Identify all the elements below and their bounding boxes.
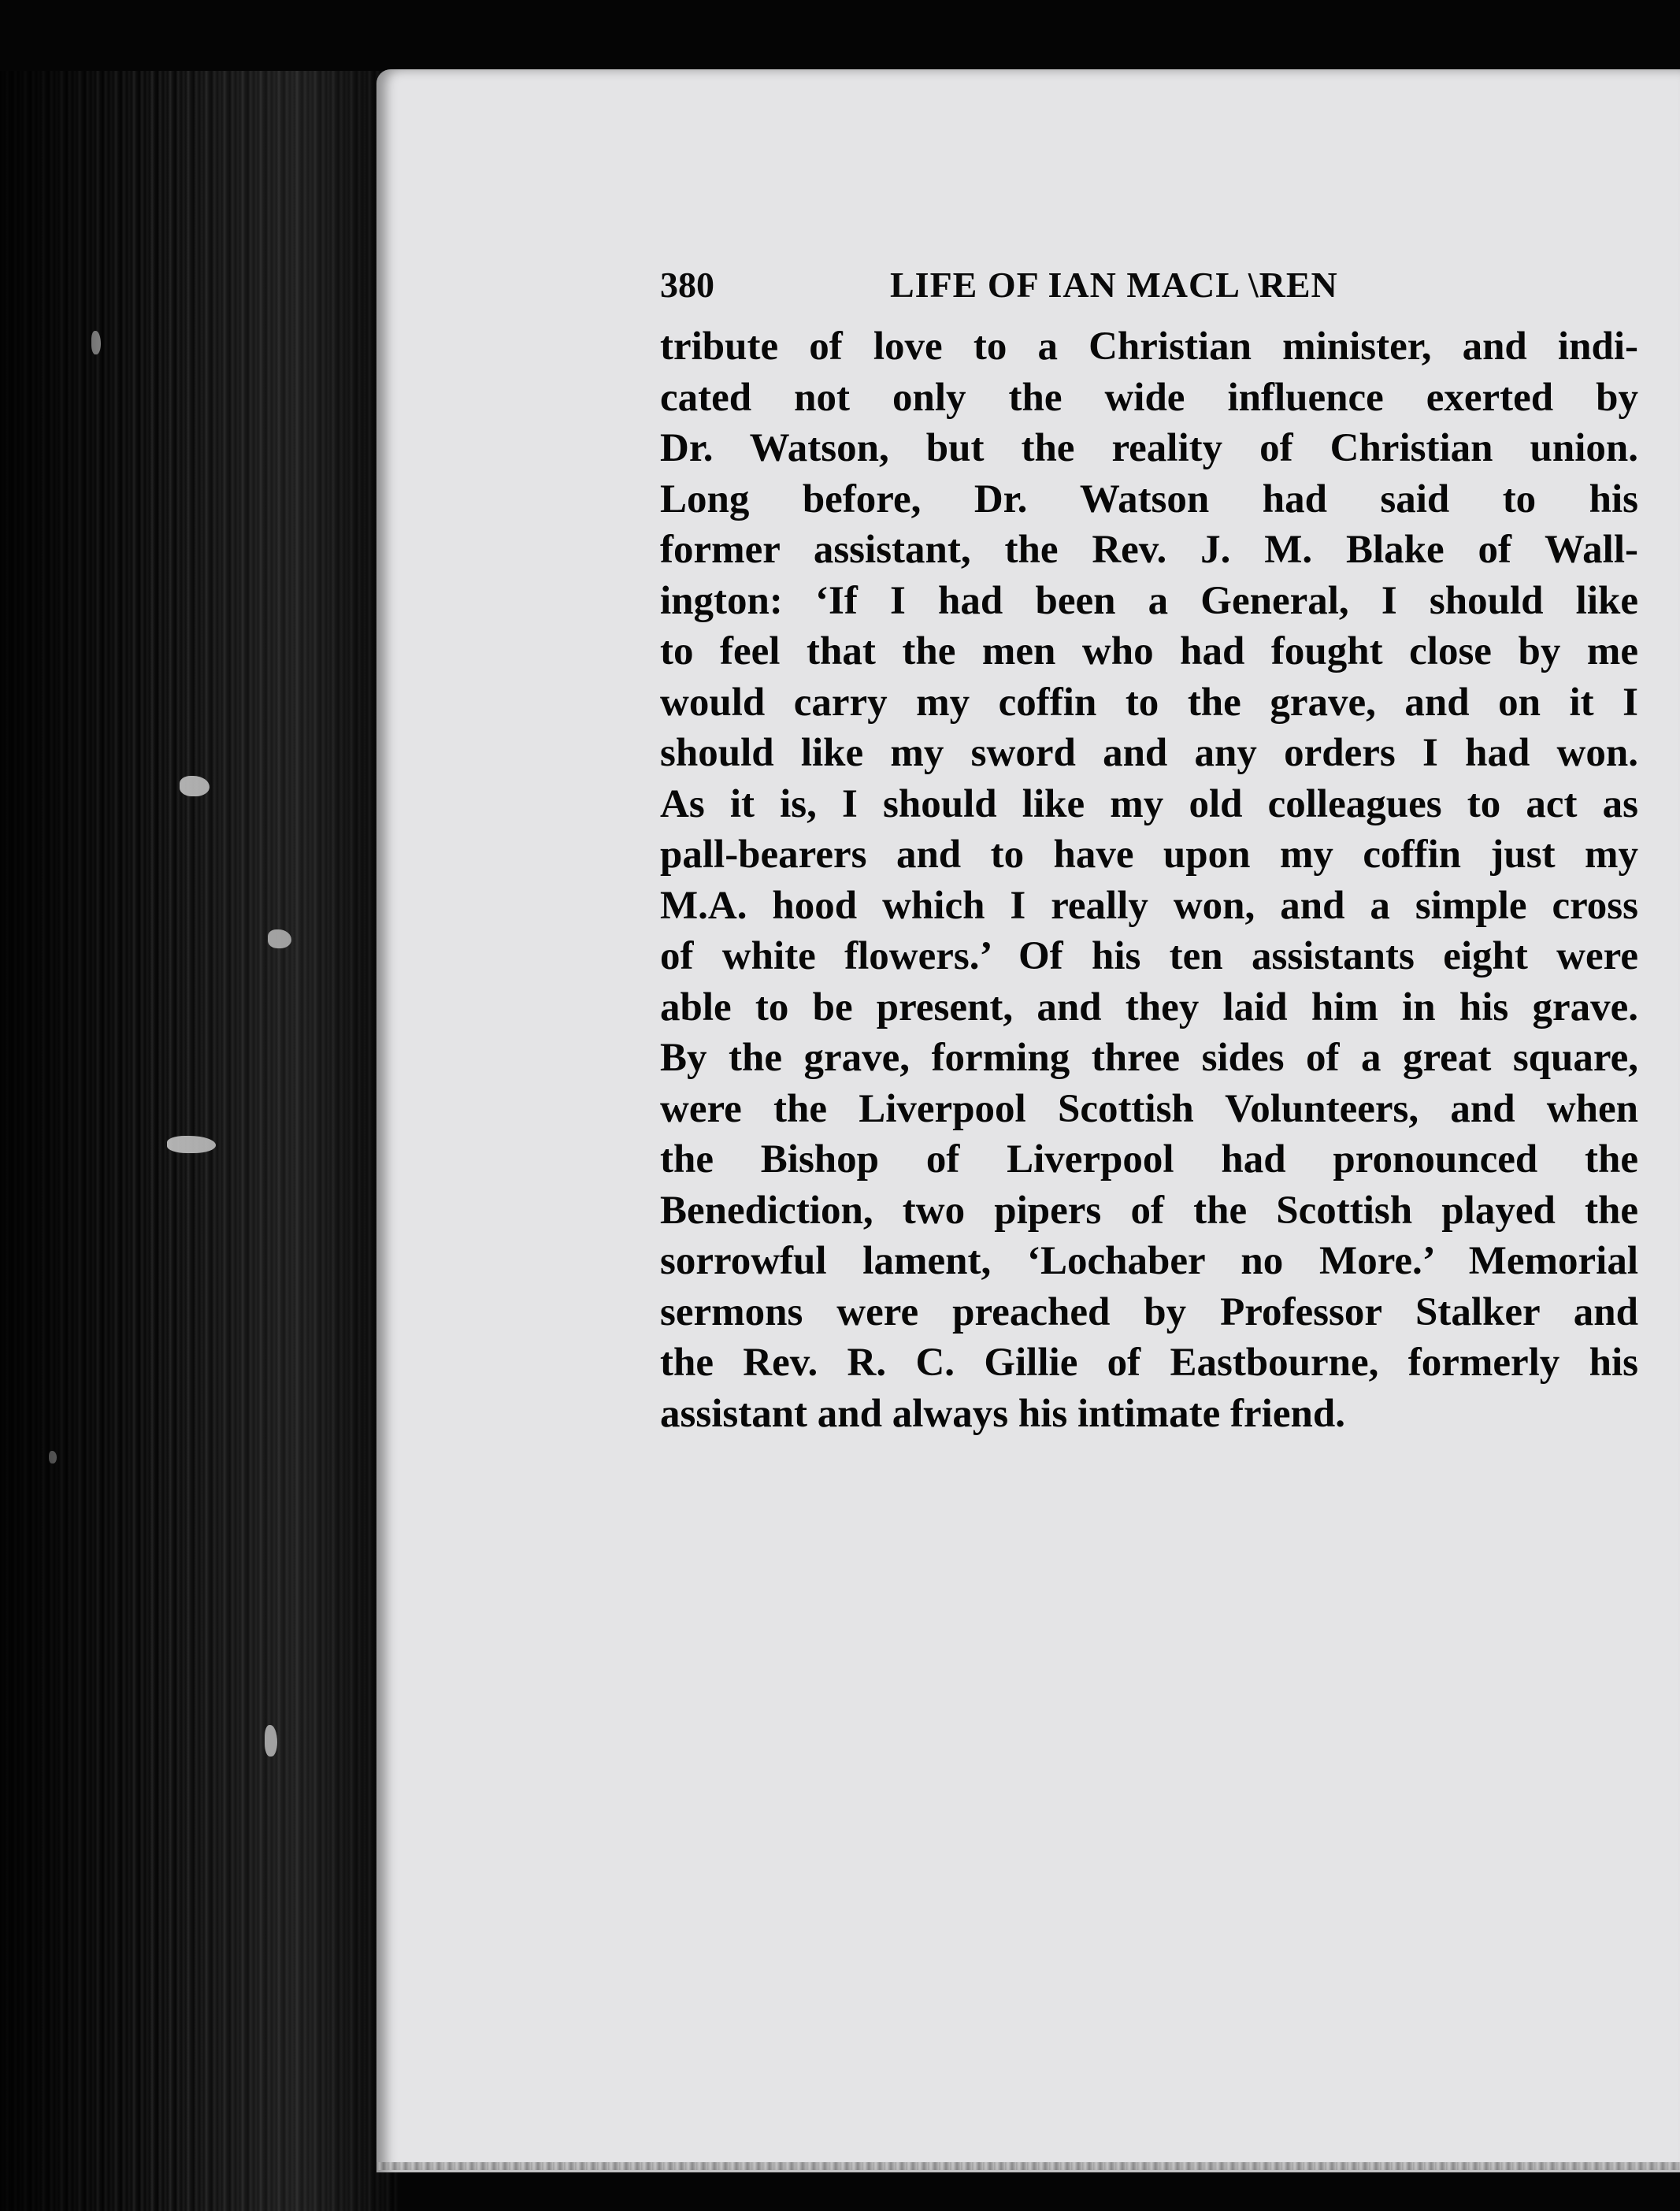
text-line: would carry my coffin to the grave, and on it I (660, 680, 1638, 725)
page-number: 380 (660, 265, 714, 305)
text-line: sermons were preached by Professor Stalker and (660, 1289, 1638, 1334)
paper-fleck (268, 929, 291, 948)
text-line: pall-bearers and to have upon my coffin just my (660, 833, 1638, 877)
body-paragraph (660, 321, 1638, 1439)
text-line: Dr. Watson, but the reality of Christian union. (660, 426, 1638, 470)
paper-fleck (265, 1725, 277, 1757)
text-line: As it is, I should like my old colleagues to act as (660, 781, 1638, 826)
text-line: Benediction, two pipers of the Scottish played the (660, 1188, 1638, 1233)
text-line: tribute of love to a Christian minister, and indi- (660, 325, 1638, 369)
text-line: should like my sword and any orders I had won. (660, 731, 1638, 775)
paper-fleck (49, 1451, 57, 1463)
text-line: to feel that the men who had fought close by me (660, 629, 1638, 673)
text-line: assistant and always his intimate friend. (660, 1391, 1345, 1436)
text-line: of white flowers.’ Of his ten assistants eight were (660, 934, 1638, 978)
paper-fleck (91, 331, 101, 354)
text-line: By the grave, forming three sides of a great square, (660, 1036, 1638, 1080)
text-line: the Bishop of Liverpool had pronounced the (660, 1137, 1638, 1182)
text-line: Long before, Dr. Watson had said to his (660, 477, 1638, 521)
paper-fleck (167, 1136, 216, 1153)
text-line: were the Liverpool Scottish Volunteers, and when (660, 1086, 1638, 1131)
paper-fleck (180, 776, 210, 796)
running-header (660, 260, 1638, 310)
text-line: cated not only the wide influence exerted by (660, 375, 1638, 420)
page-bottom-edge (376, 2162, 1680, 2170)
text-line: M.A. hood which I really won, and a simple cross (660, 883, 1638, 928)
text-line: former assistant, the Rev. J. M. Blake of Wall- (660, 528, 1638, 572)
text-line: able to be present, and they laid him in his grave. (660, 985, 1638, 1029)
text-line: sorrowful lament, ‘Lochaber no More.’ Memorial (660, 1239, 1638, 1283)
running-head-title: LIFE OF IAN MACL \REN (890, 265, 1338, 305)
book-page-edge (0, 71, 398, 2211)
text-line: ington: ‘If I had been a General, I should like (660, 578, 1638, 623)
text-line: the Rev. R. C. Gillie of Eastbourne, formerly his (660, 1341, 1638, 1385)
